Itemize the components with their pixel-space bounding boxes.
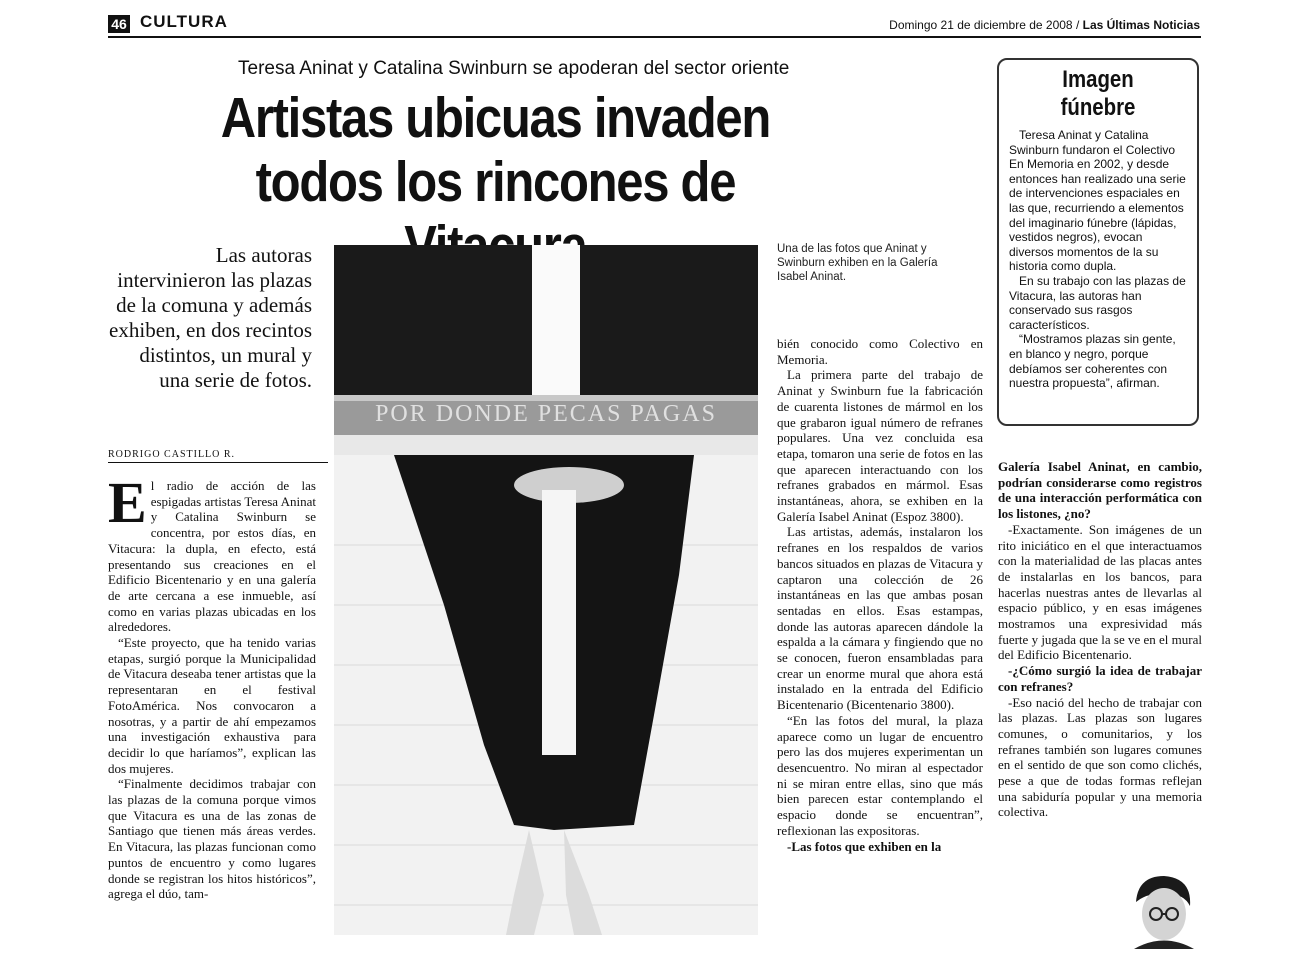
answer: -Exactamente. Son imágenes de un rito iniciático en el que interactuamos con la materialidad de las placas antes de instalarlas en los bancos, para hacerlas nuestras antes de llevarlas al espacio público, y en esas imágenes mostramos una expresividad más fuerte y jugada que la se ve en el mural del Edificio Bicentenario. <box>998 521 1202 663</box>
paragraph: Las artistas, además, instalaron los refranes en los respaldos de varios bancos situados en plazas de Vitacura y captaron una colección de 26 instantáneas en las que ambas posan sentadas en ellos. Esas estampas, donde las autoras aparecen dándole la espalda a la cámara y fingiendo que no se conocen, fueron ensambladas para crear un enorme mural que ahora está instalado en la entrada del Edificio Bicentenario (Bicentenario 3800). <box>777 524 983 713</box>
deck: Las autoras intervinieron las plazas de la comuna y además exhiben, en dos recintos distintos, un mural y una serie de fotos. <box>109 243 312 392</box>
byline: RODRIGO CASTILLO R. <box>108 449 328 463</box>
author-portrait <box>1128 872 1200 949</box>
sidebar-paragraph: En su trabajo con las plazas de Vitacura, las autoras han conservado sus rasgos característicos. <box>1009 273 1186 332</box>
dateline <box>889 18 1200 32</box>
sidebar-paragraph: “Mostramos plazas sin gente, en blanco y negro, porque debíamos ser coherentes con nuestra propuesta”, afirman. <box>1009 332 1176 391</box>
section-title: CULTURA <box>140 12 228 31</box>
headline-line-2: todos los rincones de <box>255 150 736 214</box>
date-text: Domingo 21 de diciembre de 2008 / <box>889 18 1080 32</box>
question: -Las fotos que exhiben en la <box>787 838 942 854</box>
answer: -Eso nació del hecho de trabajar con las plazas. Las plazas son lugares comunes, o comunitarios, y los refranes también son lugares comunes en el sentido de que son como clichés, pese a que de todas formas reflejan una sabiduría popular y una memoria colectiva. <box>998 694 1202 820</box>
engraved-text: POR DONDE PECAS PAGAS <box>375 401 717 427</box>
paragraph: El radio de acción de las espigadas artistas Teresa Aninat y Catalina Swinburn se concentra, por estos días, en Vitacura: la dupla, en efecto, está presentando sus creaciones en el Edificio Bicentenario y en una galería de arte cercana a ese inmueble, así como en varias plazas ubicadas en los alrededores. <box>108 478 316 635</box>
paragraph: La primera parte del trabajo de Aninat y Swinburn fue la fabricación de cuarenta listones de mármol en los que grabaron igual número de refranes populares. Una vez concluida esa etapa, tomaron una serie de fotos en las que aparecen interactuando con los refranes grabados en mármol. Esas instantáneas, ahora, se exhiben en la Galería Isabel Aninat (Espoz 3800). <box>777 367 983 524</box>
question: -¿Cómo surgió la idea de trabajar con refranes? <box>998 663 1202 694</box>
sidebar-box <box>997 58 1199 426</box>
paragraph: “En las fotos del mural, la plaza aparece como un lugar de encuentro pero las dos mujeres experimentan un desencuentro. No miran al espectador ni se miran entre ellas, sino que más bien parecen estar contemplando el espacio donde se encuentran”, reflexionan las expositoras. <box>777 712 983 838</box>
article-column-2 <box>777 336 983 938</box>
paragraph: “Finalmente decidimos trabajar con las plazas de la comuna porque vimos que Vitacura es una de las zonas de Santiago que tienen más áreas verdes. En Vitacura, las plazas funcionan como puntos de encuentro y como lugares donde se registran los hitos históricos”, agrega el dúo, tam- <box>108 776 316 902</box>
question: Galería Isabel Aninat, en cambio, podrían considerarse como registros de una interacción performática con los listones, ¿no? <box>998 459 1202 522</box>
article-photo <box>334 245 758 935</box>
sidebar-paragraph: Teresa Aninat y Catalina Swinburn fundaron el Colectivo En Memoria en 2002, y desde entonces han realizado una serie de intervenciones espaciales en las que, recurriendo a elementos del imaginario fúnebre (lápidas, vestidos negros), evocan diversos momentos de la su historia como dupla. <box>1009 128 1186 274</box>
headline-line-1: Artistas ubicuas invaden <box>220 86 771 150</box>
kicker: Teresa Aninat y Catalina Swinburn se apoderan del sector oriente <box>238 58 790 79</box>
newspaper-name: Las Últimas Noticias <box>1082 18 1200 32</box>
portrait-illustration <box>1128 872 1200 949</box>
paragraph: “Este proyecto, que ha tenido varias etapas, surgió porque la Municipalidad de Vitacura deseaba tener artistas que la representaran en el festival FotoAmérica. Nos convocaron a nosotras, y a partir de ahí empezamos una investigación exhaustiva para decidir lo que haríamos”, explican las dos mujeres. <box>108 635 316 776</box>
paragraph: bién conocido como Colectivo en Memoria. <box>777 336 983 367</box>
sidebar-title: Imagen fúnebre <box>1060 66 1136 121</box>
sidebar-text <box>1009 128 1187 391</box>
photo-illustration <box>334 245 758 935</box>
article-column-3 <box>998 459 1202 879</box>
photo-caption: Una de las fotos que Aninat y Swinburn exhiben en la Galería Isabel Aninat. <box>777 243 938 283</box>
article-column-1 <box>108 478 316 938</box>
dropcap: E <box>108 478 147 535</box>
page-number: 46 <box>108 15 130 33</box>
